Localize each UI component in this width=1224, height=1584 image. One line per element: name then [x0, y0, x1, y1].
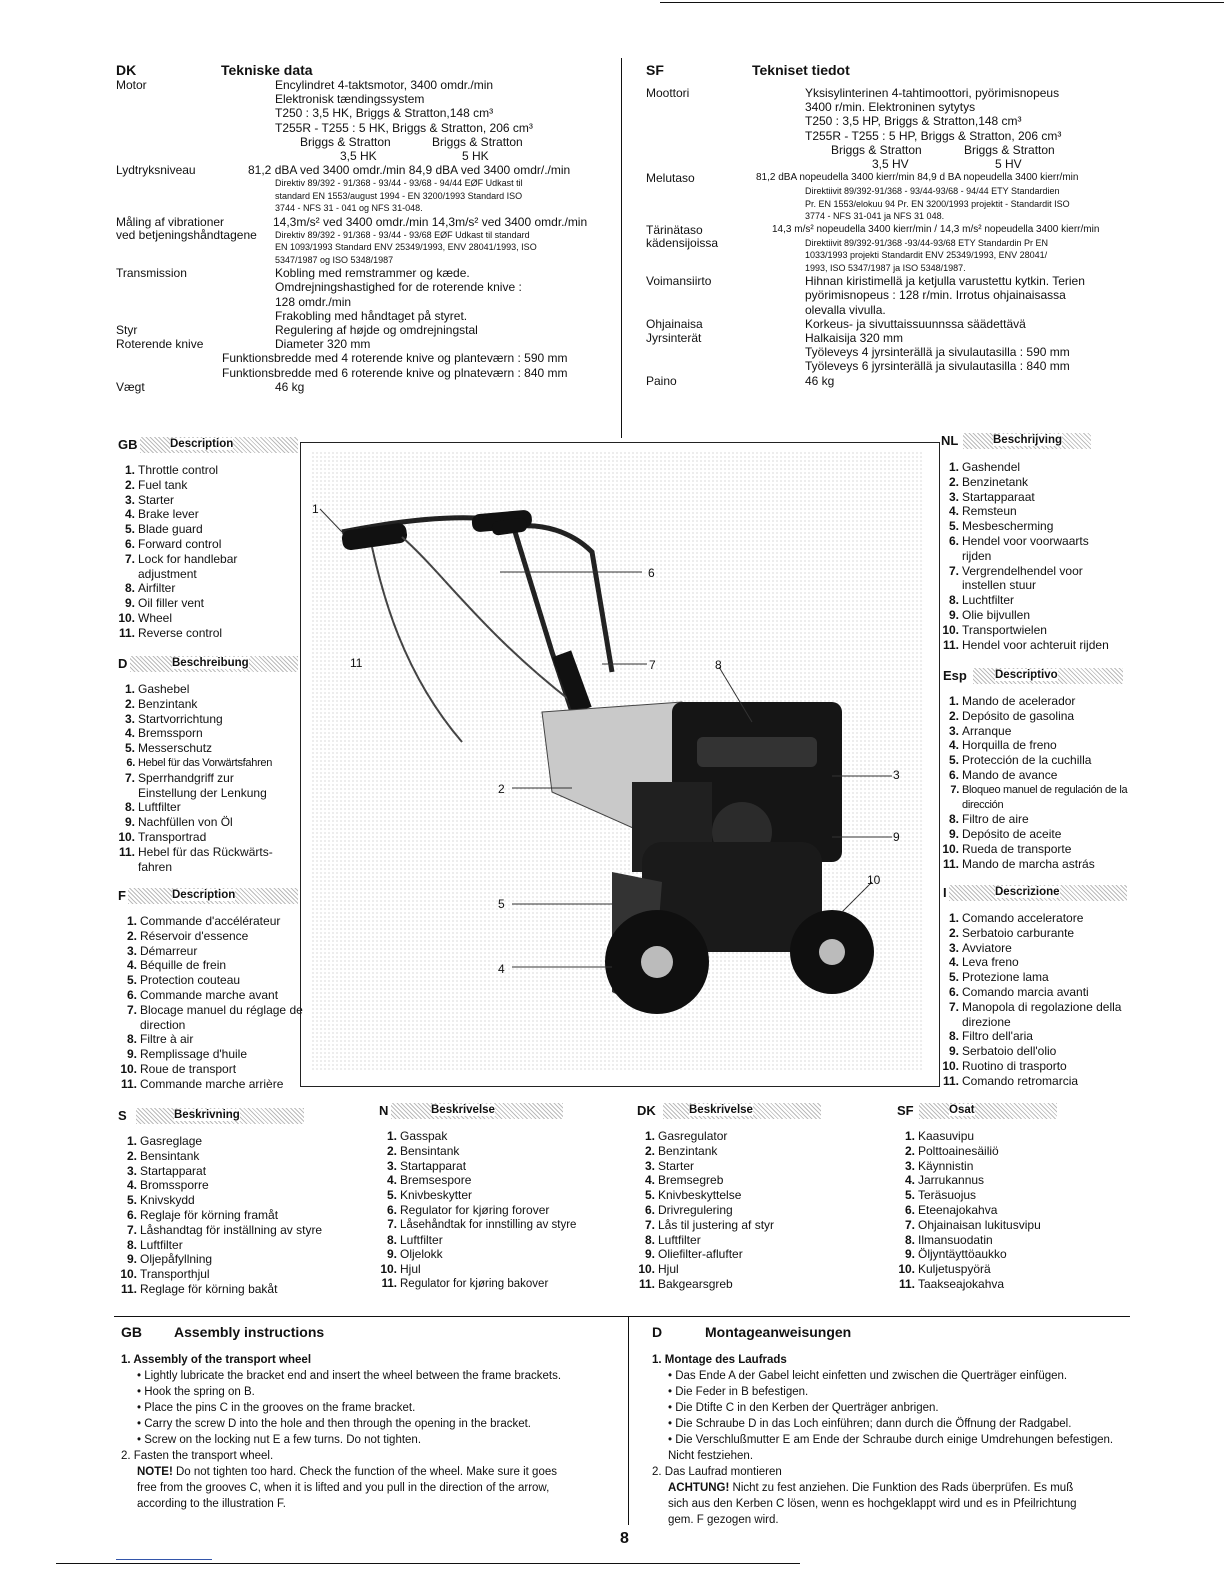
dk-motor-line: Encylindret 4-taktsmotor, 3400 omdr./min [275, 78, 494, 92]
dk-width-line: Funktionsbredde med 6 roterende knive og plnateværn : 840 mm [222, 365, 568, 380]
list-item: 3. Startvorrichtung [124, 711, 223, 726]
page-number: 8 [620, 1530, 629, 1547]
list-item: 4. Remsteun [948, 504, 1017, 519]
list-item: 7. Blocage manuel du réglage de direction [126, 1002, 303, 1032]
list-item: 8. Luftfilter [386, 1232, 443, 1247]
sf-noise-note: Pr. EN 1553/elokuu 94 Pr. EN 3200/1993 projektit - Standardit ISO [805, 198, 1070, 209]
list-item: 5. Messerschutz [124, 741, 213, 756]
section-code: DK [637, 1103, 656, 1118]
assembly-divider [628, 1317, 629, 1525]
sf-brand-b: Briggs & Stratton [964, 142, 1055, 157]
list-item: 8. Filtre à air [126, 1032, 194, 1047]
assembly-note-line: free from the grooves C, when it is lifted and you pull in the direction of the arrow, [137, 1482, 550, 1494]
section-code: S [118, 1108, 127, 1123]
assembly-rule [114, 1316, 1130, 1317]
nl-beschrijving-header [941, 433, 1121, 449]
sf-vib-value: 14,3 m/s² nopeudella 3400 kierr/min / 14,3 m/s² nopeudella 3400 kierr/min [772, 223, 1100, 235]
list-item: 6. Drivregulering [644, 1202, 733, 1217]
dk-parts-list [634, 1129, 834, 1292]
list-item: 5. Protección de la cuchilla [948, 753, 1092, 768]
assembly-bullet: • Lightly lubricate the bracket end and insert the wheel between the frame brackets. [137, 1370, 562, 1382]
list-item: 5. Protection couteau [126, 973, 241, 988]
list-item: 1. Kaasuvipu [904, 1129, 975, 1143]
list-item: 5. Knivskydd [126, 1193, 195, 1208]
list-item: 10. Rueda de transporte [942, 841, 1072, 856]
dk-trans-line: Omdrejningshastighed for de roterende knive : [275, 280, 522, 295]
list-item: 4. Horquilla de freno [948, 738, 1057, 753]
bottom-rule [56, 1563, 800, 1564]
section-title: Description [172, 889, 236, 901]
list-item: 10. Transportwielen [942, 622, 1047, 637]
assembly-step: 2. Fasten the transport wheel. [121, 1450, 274, 1462]
sf-vib-note: Direktiivit 89/392-91/368 -93/44-93/68 ETY Standardin Pr EN [805, 237, 1048, 248]
sf-trans-line: pyörimisnopeus : 128 r/min. Irrotus ohjainaisassa [805, 288, 1066, 303]
list-item: 8. Airfilter [124, 581, 176, 596]
sf-specs-block [646, 86, 1136, 388]
list-item: 1. Gashendel [948, 460, 1021, 474]
list-item: 7. Låsehåndtak for innstilling av styre [387, 1218, 577, 1231]
list-item: 1. Gashebel [124, 682, 190, 696]
list-item: 4. Bromssporre [126, 1178, 209, 1193]
d-beschreibung-header [118, 656, 298, 672]
list-item: 9. Depósito de aceite [948, 827, 1062, 842]
list-item: 8. Luftfilter [124, 800, 181, 815]
sf-vib-label-2: kädensijoissa [646, 235, 719, 250]
list-item: 6. Forward control [124, 536, 222, 551]
assembly-step: 1. Assembly of the transport wheel [121, 1354, 312, 1366]
assembly-note: NOTE! Do not tighten too hard. Check the function of the wheel. Make sure it goes [137, 1466, 557, 1478]
dk-knives-row [116, 337, 606, 351]
dk-brand-b: Briggs & Stratton [432, 134, 523, 149]
list-item: 8. Luftfilter [126, 1237, 183, 1252]
assembly-note-line: according to the illustration F. [137, 1498, 286, 1510]
sf-vib-notes [646, 237, 1136, 275]
dk-trans-line: Frakobling med håndtaget på styret. [275, 308, 468, 323]
list-item: 2. Bensintank [126, 1148, 200, 1163]
dk-trans-row [116, 266, 606, 323]
dk-motor-row [116, 78, 606, 163]
assembly-bullet: • Die Schraube D in das Loch einführen; dann durch die Öffnung der Radgabel. [668, 1418, 1072, 1430]
figure-callout: 4 [498, 962, 505, 976]
list-item: 3. Starter [644, 1158, 695, 1173]
sf-noise-value: 81,2 dBA nopeudella 3400 kierr/min 84,9 d BA nopeudella 3400 kierr/min [756, 171, 1079, 183]
sf-motor-label: Moottori [646, 86, 690, 100]
list-item: 8. Luchtfilter [948, 593, 1015, 608]
assembly-gb-code: GB [121, 1324, 142, 1340]
list-item: 11. Reglage för körning bakåt [120, 1281, 278, 1296]
dk-width-line: Funktionsbredde med 4 roterende knive og planteværn : 590 mm [222, 351, 568, 366]
dk-noise-notes [116, 177, 606, 215]
f-description-header [118, 888, 298, 904]
list-item: 10. Roue de transport [120, 1061, 237, 1076]
sf-width-line: Työleveys 6 jyrsinterällä ja sivulautasilla : 840 mm [805, 359, 1070, 374]
dk-vib-note: EN 1093/1993 Standard ENV 25349/1993, ENV 28041/1993, ISO [275, 242, 537, 253]
sf-trans-row [646, 274, 1136, 317]
list-item: 9. Öljyntäyttöaukko [904, 1247, 1007, 1262]
dk-vib-note: Direktiv 89/392 - 91/368 - 93/44 - 93/68 EØF Udkast til standard [275, 229, 530, 240]
assembly-bullet: • Die Feder in B befestigen. [668, 1386, 809, 1398]
list-item: 5. Teräsuojus [904, 1188, 977, 1203]
list-item: 6. Mando de avance [948, 767, 1058, 782]
list-item: 2. Benzintank [124, 696, 198, 711]
list-item: 10. Ruotino di trasporto [942, 1058, 1067, 1073]
dk-vib-notes [116, 229, 606, 267]
dk-brand-a: Briggs & Stratton [300, 134, 391, 149]
esp-parts-list [938, 694, 1128, 872]
section-code: SF [897, 1103, 914, 1118]
figure-callout: 10 [867, 873, 881, 887]
sf-width-row [646, 345, 1136, 373]
dk-hp-b: 5 HK [462, 148, 489, 163]
dk-steer-label: Styr [116, 323, 138, 338]
section-code: NL [941, 433, 959, 448]
list-item: 11. Bakgearsgreb [638, 1276, 733, 1291]
section-title: Beskrivelse [689, 1104, 753, 1116]
list-item: 9. Oljepåfyllning [126, 1252, 213, 1267]
sf-trans-line: olevalla vivulla. [805, 302, 886, 317]
list-item: 11. Comando retromarcia [942, 1073, 1079, 1088]
section-title: Beschrijving [993, 434, 1063, 446]
list-item: 2. Depósito de gasolina [948, 708, 1075, 723]
dk-steer-row [116, 323, 606, 337]
dk-motor-label: Motor [116, 78, 147, 92]
i-descrizione-header [943, 885, 1127, 901]
assembly-bullet: • Die Dtifte C in den Kerben der Querträger anbrigen. [668, 1402, 939, 1414]
f-parts-list [116, 914, 306, 1092]
list-item: 9. Oljelokk [386, 1247, 443, 1262]
section-title: Beskrivning [174, 1109, 240, 1121]
list-item: 6. Eteenajokahva [904, 1202, 998, 1217]
sf-brand-a: Briggs & Stratton [831, 142, 922, 157]
sf-weight-label: Paino [646, 373, 677, 388]
list-item: 7. Bloqueo manuel de regulación de la dirección [950, 783, 1128, 811]
sf-width-line: Työleveys 4 jyrsinterällä ja sivulautasilla : 590 mm [805, 345, 1070, 360]
sf-motor-line: Yksisylinterinen 4-tahtimoottori, pyörimisnopeus [805, 86, 1060, 100]
sf-motor-row [646, 86, 1136, 171]
assembly-note-line: sich aus den Kerben C lösen, wenn es hochgeklappt wird und es in Pfeilrichtung [668, 1498, 1077, 1510]
sf-specs-title: Tekniset tiedot [752, 62, 850, 78]
list-item: 9. Oil filler vent [124, 596, 205, 611]
list-item: 5. Mesbescherming [948, 519, 1054, 534]
list-item: 7. Lock for handlebar adjustment [124, 551, 238, 581]
sf-specs-code: SF [646, 62, 664, 78]
list-item: 10. Hjul [380, 1262, 421, 1277]
section-code: GB [118, 437, 138, 452]
assembly-d-code: D [652, 1324, 663, 1340]
dk-weight-value: 46 kg [275, 379, 305, 394]
list-item: 7. Låshandtag för inställning av styre [126, 1222, 323, 1237]
sf-knives-label: Jyrsinterät [646, 331, 702, 346]
sf-vib-row [646, 223, 1136, 237]
list-item: 7. Vergrendelhendel voor instellen stuur [948, 563, 1083, 593]
dk-hp-a: 3,5 HK [340, 148, 377, 163]
list-item: 10. Transporthjul [120, 1267, 210, 1282]
list-item: 9. Remplissage d'huile [126, 1047, 248, 1062]
assembly-bullet: • Das Ende A der Gabel leicht einfetten und zwischen die Querträger einfügen. [668, 1370, 1068, 1382]
figure-callout: 11 [350, 656, 363, 670]
figure-callout: 1 [312, 502, 319, 516]
dk-motor-line: T255R - T255 : 5 HK, Briggs & Stratton, 206 cm³ [275, 120, 533, 135]
dk-trans-line: Kobling med remstrammer og kæde. [275, 266, 470, 281]
dk-vib-value: 14,3m/s² ved 3400 omdr./min 14,3m/s² ved 3400 omdr./min [273, 214, 588, 229]
dk-specs-title: Tekniske data [221, 62, 313, 78]
dk-noise-note: 3744 - NFS 31 - 041 og NFS 31-048. [275, 203, 423, 214]
list-item: 9. Serbatoio dell'olio [948, 1044, 1057, 1059]
column-divider [621, 58, 622, 438]
list-item: 9. Nachfüllen von Öl [124, 815, 233, 830]
figure-callout: 2 [498, 782, 505, 796]
assembly-bullet: • Screw on the locking nut E a few turns. Do not tighten. [137, 1434, 422, 1446]
list-item: 4. Leva freno [948, 955, 1019, 970]
sf-vib-note: 1993, ISO 5347/1987 ja ISO 5348/1987. [805, 262, 966, 273]
dk-weight-label: Vægt [116, 379, 145, 394]
list-item: 6. Hendel voor voorwaarts rijden [948, 533, 1089, 563]
list-item: 3. Startapparaat [948, 489, 1035, 504]
list-item: 8. Filtro dell'aria [948, 1029, 1033, 1044]
list-item: 2. Polttoainesäiliö [904, 1143, 999, 1158]
list-item: 11. Taakseajokahva [898, 1276, 1005, 1291]
list-item: 9. Olie bijvullen [948, 607, 1031, 622]
sf-steer-label: Ohjainaisa [646, 316, 703, 331]
dk-noise-note: Direktiv 89/392 - 91/368 - 93/44 - 93/68 - 94/44 EØF Udkast til [275, 178, 523, 189]
list-item: 3. Starter [124, 492, 175, 507]
list-item: 4. Brake lever [124, 507, 199, 522]
section-title: Beschreibung [172, 657, 249, 669]
list-item: 2. Fuel tank [124, 477, 188, 492]
sf-hp-b: 5 HV [995, 156, 1022, 171]
list-item: 5. Blade guard [124, 522, 203, 537]
top-rule [660, 2, 1224, 3]
section-code: Esp [943, 668, 967, 683]
list-item: 7. Manopola di regolazione della direzione [948, 999, 1122, 1029]
list-item: 2. Benzintank [644, 1143, 718, 1158]
sf-noise-note: 3774 - NFS 31-041 ja NFS 31 048. [805, 211, 945, 222]
section-code: I [943, 885, 947, 900]
list-item: 5. Knivbeskytter [386, 1188, 473, 1203]
sf-noise-label: Melutaso [646, 170, 695, 185]
list-item: 2. Serbatoio carburante [948, 925, 1075, 940]
figure-callout: 8 [715, 658, 722, 672]
list-item: 6. Comando marcia avanti [948, 984, 1089, 999]
list-item: 5. Protezione lama [948, 970, 1049, 985]
dk-noise-label: Lydtryksniveau [116, 162, 196, 177]
sf-knives-row [646, 331, 1136, 345]
dk-knives-value: Diameter 320 mm [275, 337, 371, 352]
list-item: 8. Luftfilter [644, 1232, 701, 1247]
list-item: 4. Bremssporn [124, 726, 203, 741]
sf-trans-line: Hihnan kiristimellä ja ketjulla varustettu kytkin. Terien [805, 274, 1085, 289]
section-title: Beskrivelse [431, 1104, 495, 1116]
list-item: 3. Startapparat [386, 1158, 467, 1173]
sf-vib-note: 1033/1993 projekti Standardit ENV 25349/1993, ENV 28041/ [805, 250, 1048, 261]
section-title: Description [170, 438, 234, 450]
sf-weight-row [646, 374, 1136, 388]
assembly-step: 1. Montage des Laufrads [652, 1354, 787, 1366]
list-item: 3. Startapparat [126, 1163, 207, 1178]
section-code: N [379, 1103, 389, 1118]
dk-noise-row [116, 163, 606, 177]
sf-noise-row [646, 171, 1136, 185]
section-code: D [118, 656, 128, 671]
section-title: Descrizione [995, 886, 1060, 898]
dk-width-row [116, 351, 606, 379]
assembly-bullet: • Hook the spring on B. [137, 1386, 255, 1398]
list-item: 2. Bensintank [386, 1143, 460, 1158]
section-code: F [118, 888, 126, 903]
sf-vib-label: Tärinätaso [646, 222, 703, 237]
i-parts-list [938, 911, 1128, 1089]
figure-callout: 7 [649, 658, 656, 672]
dk-knives-label: Roterende knive [116, 337, 204, 352]
dk-trans-label: Transmission [116, 266, 187, 281]
dk-vib-label-2: ved betjeningshåndtagene [116, 227, 257, 242]
list-item: 10. Transportrad [118, 829, 207, 844]
list-item: 11. Mando de marcha astrás [942, 856, 1095, 871]
list-item: 11. Hendel voor achteruit rijden [942, 637, 1109, 652]
dk-specs-code: DK [116, 62, 137, 78]
sf-noise-notes [646, 185, 1136, 223]
sf-motor-line: 3400 r/min. Elektroninen sytytys [805, 100, 976, 115]
assembly-step: 2. Das Laufrad montieren [652, 1466, 782, 1478]
list-item: 1. Gasreglage [126, 1134, 203, 1148]
assembly-note-line: gem. F gezogen wird. [668, 1514, 779, 1526]
list-item: 8. Filtro de aire [948, 812, 1029, 827]
list-item: 6. Commande marche avant [126, 987, 279, 1002]
list-item: 4. Béquille de frein [126, 958, 227, 973]
dk-trans-line: 128 omdr./min [275, 294, 352, 309]
list-item: 6. Hebel für das Vorwärtsfahren [126, 756, 273, 769]
list-item: 11. Reverse control [118, 625, 223, 640]
assembly-bullet: • Place the pins C in the grooves on the frame bracket. [137, 1402, 416, 1414]
list-item: 4. Bremsegreb [644, 1173, 724, 1188]
list-item: 8. Ilmansuodatin [904, 1232, 993, 1247]
dk-weight-row [116, 380, 606, 394]
assembly-note: ACHTUNG! Nicht zu fest anziehen. Die Funktion des Rads überprüfen. Es muß [668, 1482, 1074, 1494]
sf-noise-note: Direktiivit 89/392-91/368 - 93/44-93/68 - 94/44 ETY Standardien [805, 186, 1060, 197]
list-item: 1. Mando de acelerador [948, 694, 1076, 708]
n-parts-list [376, 1129, 576, 1292]
tiller-illustration [312, 452, 922, 1072]
list-item: 7. Ohjainaisan lukitusvipu [904, 1217, 1041, 1232]
section-title: Descriptivo [995, 669, 1058, 681]
list-item: 1. Gasspak [386, 1129, 448, 1143]
figure-callout: 6 [648, 566, 655, 580]
list-item: 1. Comando acceleratore [948, 911, 1084, 925]
assembly-gb-title: Assembly instructions [174, 1324, 325, 1340]
s-beskrivning-header [118, 1108, 304, 1124]
dk-beskrivelse-header [637, 1103, 821, 1119]
sf-steer-value: Korkeus- ja sivuttaissuunnssa säädettävä [805, 316, 1026, 331]
list-item: 4. Bremsespore [386, 1173, 472, 1188]
assembly-gb-body [121, 1352, 621, 1512]
figure-callout: 3 [893, 768, 900, 782]
list-item: 3. Käynnistin [904, 1158, 974, 1173]
list-item: 3. Arranque [948, 723, 1012, 738]
list-item: 3. Avviatore [948, 940, 1012, 955]
sf-osat-header [897, 1103, 1057, 1119]
gb-description-header [118, 437, 298, 453]
gb-parts-list [114, 463, 304, 641]
list-item: 7. Lås til justering af styr [644, 1217, 775, 1232]
sf-parts-list [894, 1129, 1094, 1292]
assembly-d-title: Montageanweisungen [705, 1324, 852, 1340]
d-parts-list [114, 682, 304, 874]
list-item: 5. Knivbeskyttelse [644, 1188, 742, 1203]
list-item: 10. Wheel [118, 610, 173, 625]
sf-motor-line: T255R - T255 : 5 HP, Briggs & Stratton, 206 cm³ [805, 128, 1062, 143]
sf-motor-line: T250 : 3,5 HP, Briggs & Stratton,148 cm³ [805, 114, 1022, 129]
figure-callout: 9 [893, 830, 900, 844]
sf-steer-row [646, 317, 1136, 331]
list-item: 11. Regulator for kjøring bakover [381, 1277, 549, 1290]
esp-descriptivo-header [943, 668, 1123, 684]
sf-trans-label: Voimansiirto [646, 274, 712, 289]
sf-knives-value: Halkaisija 320 mm [805, 331, 904, 346]
dk-noise-value: 81,2 dBA ved 3400 omdr./min 84,9 dBA ved 3400 omdr/./min [248, 162, 571, 177]
dk-vib-row [116, 215, 606, 229]
list-item: 7. Sperrhandgriff zur Einstellung der Lenkung [124, 770, 267, 800]
list-item: 4. Jarrukannus [904, 1173, 985, 1188]
list-item: 6. Reglaje för körning framåt [126, 1207, 279, 1222]
dk-steer-value: Regulering af højde og omdrejningstal [275, 323, 478, 338]
figure-callout: 5 [498, 897, 505, 911]
list-item: 9. Oliefilter-aflufter [644, 1247, 743, 1262]
list-item: 3. Démarreur [126, 943, 198, 958]
list-item: 11. Hebel für das Rückwärts-fahren [118, 844, 273, 874]
dk-vib-note: 5347/1987 og ISO 5348/1987 [275, 254, 394, 265]
list-item: 2. Réservoir d'essence [126, 928, 249, 943]
dk-specs-block [116, 78, 606, 394]
sf-weight-value: 46 kg [805, 373, 835, 388]
bottom-rule-accent [116, 1559, 212, 1560]
list-item: 1. Throttle control [124, 463, 219, 477]
sf-hp-a: 3,5 HV [872, 156, 909, 171]
dk-motor-line: Elektronisk tændingssystem [275, 92, 425, 107]
s-parts-list [116, 1134, 323, 1297]
list-item: 2. Benzinetank [948, 474, 1029, 489]
list-item: 10. Kuljetuspyörä [898, 1262, 991, 1277]
dk-vib-label: Måling af vibrationer [116, 214, 225, 229]
nl-parts-list [938, 460, 1128, 652]
assembly-bullet: • Carry the screw D into the hole and then through the opening in the bracket. [137, 1418, 532, 1430]
list-item: 10. Hjul [638, 1262, 679, 1277]
list-item: 6. Regulator for kjøring forover [386, 1202, 550, 1217]
list-item: 11. Commande marche arrière [120, 1076, 284, 1091]
dk-noise-note: standard EN 1553/august 1994 - EN 3200/1993 Standard ISO [275, 190, 523, 201]
list-item: 1. Commande d'accélérateur [126, 914, 281, 928]
list-item: 1. Gasregulator [644, 1129, 728, 1143]
dk-motor-line: T250 : 3,5 HK, Briggs & Stratton,148 cm³ [275, 106, 494, 121]
assembly-bullet: • Die Verschlußmutter E am Ende der Schraube durch einige Umdrehungen befestigen. Nicht festziehen. [668, 1434, 1114, 1462]
section-title: Osat [949, 1104, 975, 1116]
n-beskrivelse-header [379, 1103, 563, 1119]
assembly-d-body [652, 1352, 1136, 1528]
